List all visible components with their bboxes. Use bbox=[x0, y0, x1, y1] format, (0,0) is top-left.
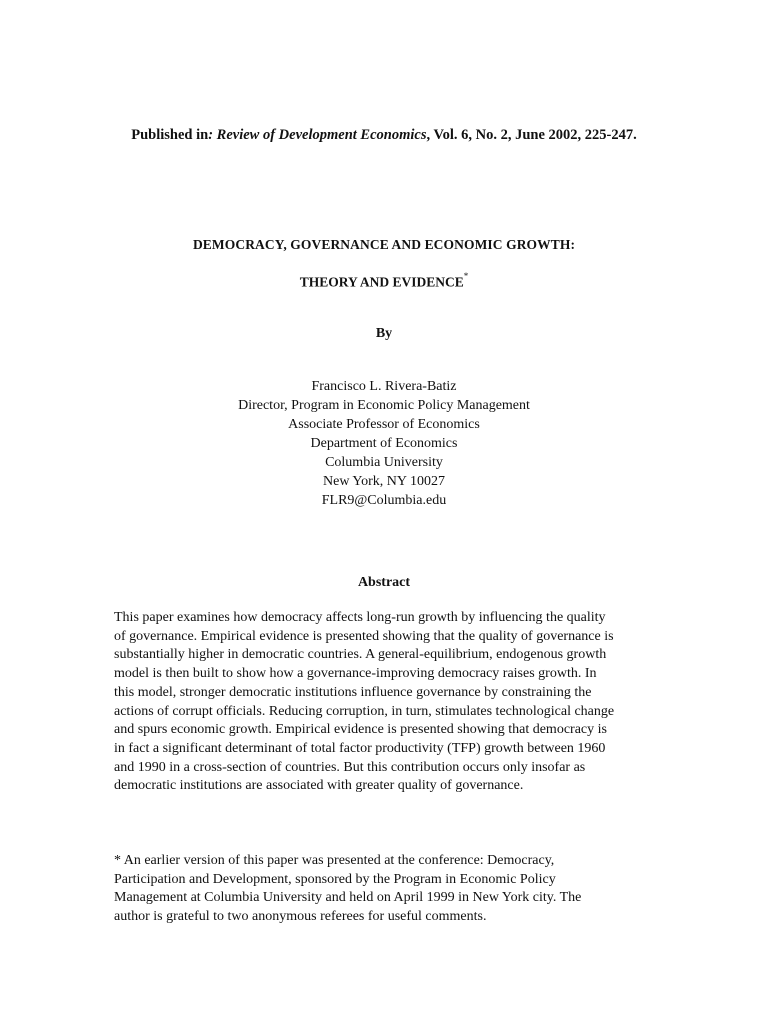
author-title: Associate Professor of Economics bbox=[288, 417, 480, 432]
author-block bbox=[0, 377, 768, 510]
footnote-line: Management at Columbia University and held on April 1999 in New York city. The bbox=[114, 890, 582, 906]
author-university: Columbia University bbox=[325, 455, 443, 470]
abstract-line: and spurs economic growth. Empirical evidence is presented showing that democracy is bbox=[114, 722, 607, 738]
journal-name: Review of Development Economics bbox=[216, 127, 427, 143]
author-name: Francisco L. Rivera-Batiz bbox=[311, 379, 457, 394]
author-position: Director, Program in Economic Policy Management bbox=[238, 398, 530, 413]
paper-title-line-1: DEMOCRACY, GOVERNANCE AND ECONOMIC GROWTH: bbox=[192, 237, 576, 252]
footnote-line: Participation and Development, sponsored by the Program in Economic Policy bbox=[114, 871, 556, 887]
byline: By bbox=[375, 326, 393, 341]
abstract-line: and 1990 in a cross-section of countries. But this contribution occurs only insofar as bbox=[114, 759, 586, 775]
publication-line bbox=[0, 127, 768, 144]
publication-details: , Vol. 6, No. 2, June 2002, 225-247. bbox=[426, 127, 637, 143]
footnote-line: author is grateful to two anonymous referees for useful comments. bbox=[114, 909, 487, 925]
footnote bbox=[114, 852, 634, 927]
publication-prefix: Published in bbox=[131, 127, 209, 143]
author-department: Department of Economics bbox=[310, 436, 458, 451]
abstract-line: this model, stronger democratic institutions influence governance by constraining the bbox=[114, 684, 592, 700]
paper-title-line-2 bbox=[0, 273, 768, 291]
author-city: New York, NY 10027 bbox=[323, 474, 445, 489]
publication-colon: : bbox=[208, 127, 217, 143]
abstract-line: model is then built to show how a governance-improving democracy raises growth. In bbox=[114, 666, 597, 682]
abstract-line: democratic institutions are associated with greater quality of governance. bbox=[114, 778, 524, 794]
abstract-heading: Abstract bbox=[357, 575, 411, 590]
abstract-line: This paper examines how democracy affects long-run growth by influencing the quality bbox=[114, 610, 606, 625]
abstract-line: of governance. Empirical evidence is presented showing that the quality of governance is bbox=[114, 628, 614, 644]
footnote-line: * An earlier version of this paper was presented at the conference: Democracy, bbox=[114, 853, 555, 868]
abstract-body bbox=[114, 609, 634, 796]
abstract-line: in fact a significant determinant of total factor productivity (TFP) growth between 1960 bbox=[114, 740, 606, 756]
author-email: FLR9@Columbia.edu bbox=[321, 493, 447, 508]
paper-title-line-2-text: THEORY AND EVIDENCE bbox=[299, 274, 464, 290]
abstract-line: substantially higher in democratic countries. A general-equilibrium, endogenous growth bbox=[114, 647, 607, 663]
abstract-line: actions of corrupt officials. Reducing corruption, in turn, stimulates technological change bbox=[114, 703, 615, 719]
title-footnote-mark: * bbox=[463, 271, 469, 281]
